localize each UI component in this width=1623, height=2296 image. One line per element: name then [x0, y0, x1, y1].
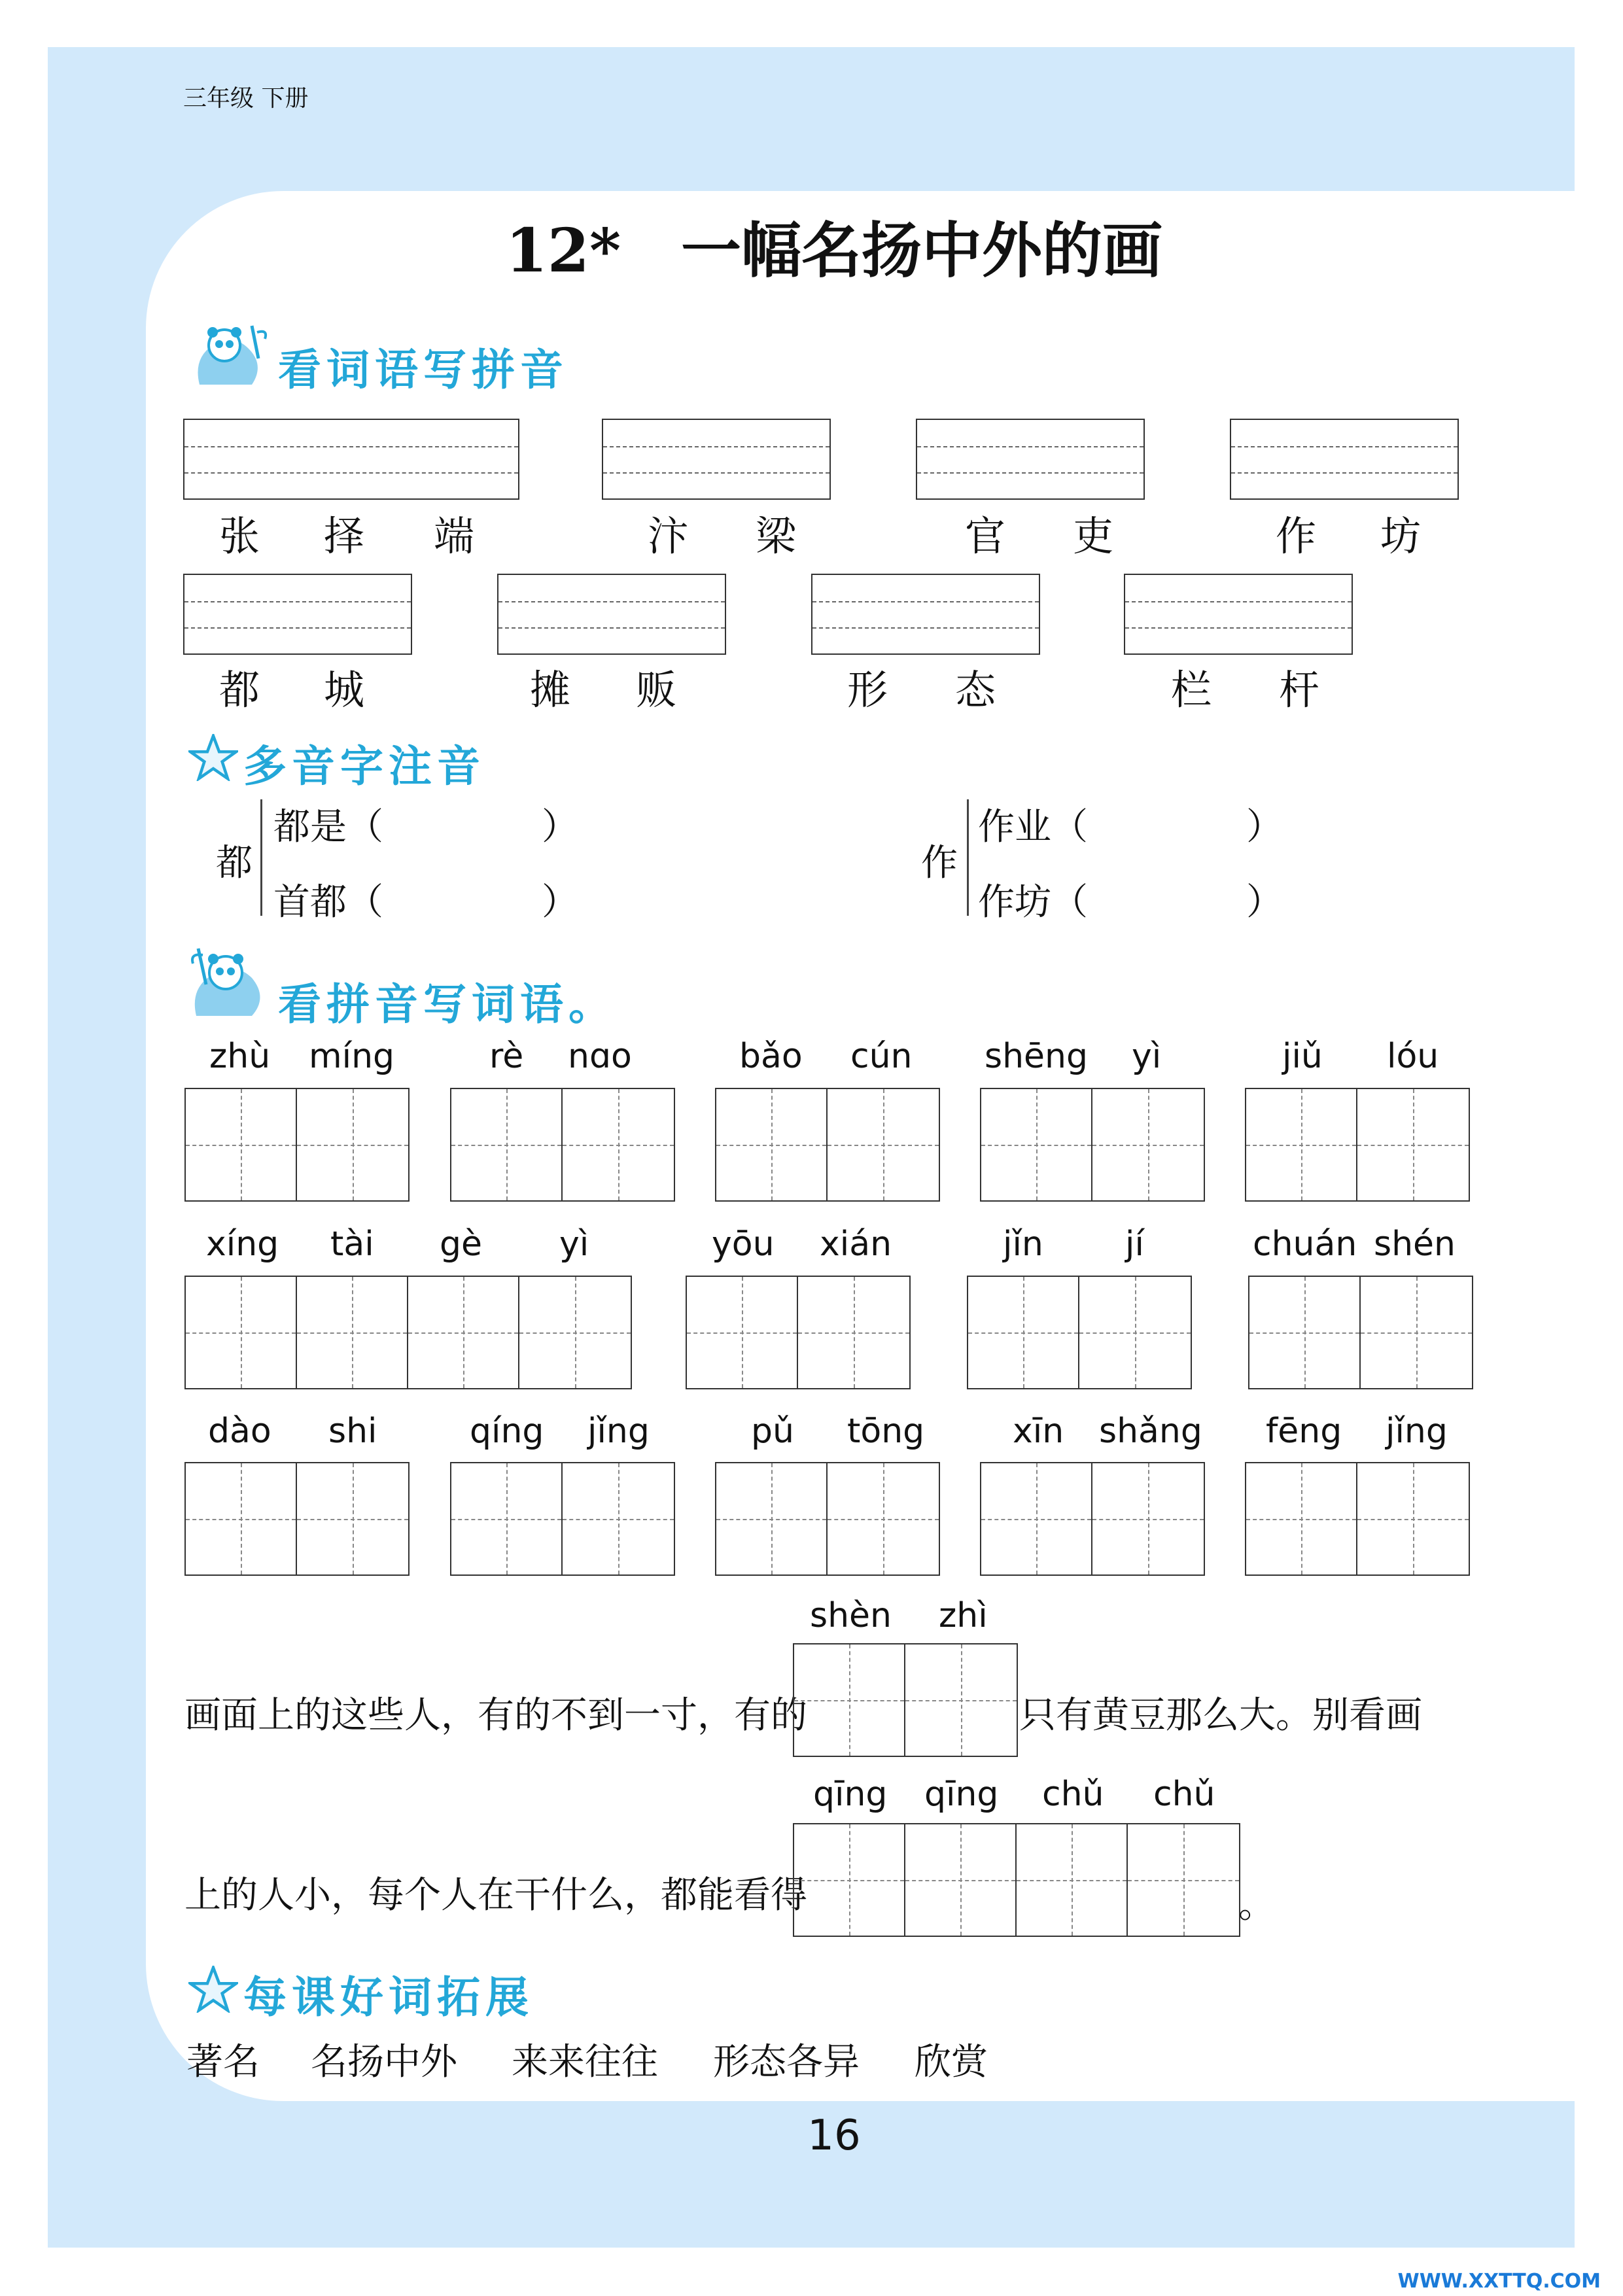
- page-title: 12* 一幅名扬中外的画: [505, 215, 1163, 286]
- writing-grid[interactable]: [715, 1462, 940, 1576]
- word-char: 杆: [1279, 666, 1320, 714]
- pinyin-label: míng: [309, 1037, 395, 1076]
- writing-grid[interactable]: [980, 1088, 1205, 1202]
- pinyin-label: dào: [208, 1412, 271, 1451]
- section-title-4: 每课好词拓展: [243, 1972, 534, 2023]
- pinyin-label: chuán: [1253, 1225, 1357, 1264]
- word-char: 贩: [636, 666, 677, 714]
- word-char: 态: [955, 666, 996, 714]
- writing-grid[interactable]: [1248, 1276, 1473, 1389]
- pinyin-label: shèn: [810, 1596, 892, 1635]
- pinyin-answer-box[interactable]: [183, 419, 519, 500]
- pinyin-label: jǐng: [587, 1412, 650, 1451]
- word-char: 都: [219, 666, 260, 714]
- pinyin-label: tōng: [847, 1412, 925, 1451]
- close-paren: ）: [1246, 881, 1283, 924]
- word-char: 官: [965, 512, 1006, 560]
- section-title-2: 多音字注音: [243, 741, 485, 791]
- pinyin-label: xián: [820, 1225, 892, 1264]
- sentence-text: 只有黄豆那么大。别看画: [1019, 1694, 1422, 1737]
- word-char: 张: [219, 512, 260, 560]
- star-icon: [188, 1966, 238, 2013]
- pinyin-label: shén: [1374, 1225, 1456, 1264]
- section-title-1: 看词语写拼音: [278, 345, 568, 395]
- pinyin-label: jǐng: [1386, 1412, 1448, 1451]
- writing-grid[interactable]: [980, 1462, 1205, 1576]
- pinyin-label: shǎng: [1099, 1412, 1202, 1451]
- good-word: 欣赏: [915, 2041, 988, 2083]
- good-word: 来来往往: [512, 2041, 658, 2083]
- word-char: 栏: [1171, 666, 1212, 714]
- pinyin-label: bǎo: [739, 1037, 803, 1076]
- writing-grid[interactable]: [184, 1088, 410, 1202]
- polyphone-item: 作业（: [978, 806, 1088, 848]
- close-paren: ）: [1246, 806, 1283, 848]
- word-char: 坊: [1380, 512, 1422, 560]
- word-char: 端: [434, 512, 475, 560]
- word-char: 摊: [530, 666, 571, 714]
- sentence-text: 。: [1238, 1884, 1275, 1926]
- polyphone-char: 作: [921, 842, 958, 884]
- pinyin-label: gè: [440, 1225, 482, 1264]
- writing-grid[interactable]: [184, 1276, 632, 1389]
- writing-grid[interactable]: [967, 1276, 1192, 1389]
- pinyin-label: jí: [1125, 1225, 1144, 1264]
- pinyin-label: cún: [850, 1037, 913, 1076]
- good-word: 著名: [186, 2041, 260, 2083]
- pinyin-label: shēng: [985, 1037, 1089, 1076]
- polyphone-item: 都是（: [273, 806, 383, 848]
- pinyin-label: jǐn: [1003, 1225, 1043, 1264]
- word-char: 形: [847, 666, 888, 714]
- grade-label: 三年级 下册: [183, 85, 309, 112]
- pinyin-label: xíng: [206, 1225, 279, 1264]
- word-char: 城: [324, 666, 365, 714]
- polyphone-item: 首都（: [273, 881, 383, 924]
- writing-grid[interactable]: [715, 1088, 940, 1202]
- pinyin-label: chǔ: [1153, 1775, 1215, 1814]
- pinyin-label: rè: [489, 1037, 524, 1076]
- word-char: 择: [324, 512, 365, 560]
- pinyin-label: zhù: [209, 1037, 271, 1076]
- pinyin-label: qíng: [470, 1412, 544, 1451]
- brace: [967, 799, 969, 916]
- pinyin-label: jiǔ: [1282, 1037, 1323, 1076]
- writing-grid[interactable]: [1245, 1088, 1470, 1202]
- pinyin-answer-box[interactable]: [497, 574, 726, 655]
- pinyin-label: chǔ: [1042, 1775, 1104, 1814]
- pinyin-answer-box[interactable]: [811, 574, 1040, 655]
- pinyin-answer-box[interactable]: [183, 574, 412, 655]
- word-char: 吏: [1073, 512, 1114, 560]
- pinyin-label: shi: [328, 1412, 377, 1451]
- pinyin-label: yì: [559, 1225, 589, 1264]
- writing-grid[interactable]: [1245, 1462, 1470, 1576]
- panda-icon: [186, 945, 271, 1020]
- pinyin-label: yōu: [712, 1225, 775, 1264]
- section-title-3: 看拼音写词语。: [278, 979, 617, 1030]
- writing-grid[interactable]: [686, 1276, 911, 1389]
- close-paren: ）: [542, 806, 578, 848]
- polyphone-char: 都: [216, 842, 253, 884]
- sentence-text: 上的人小，每个人在干什么，都能看得: [184, 1874, 807, 1917]
- pinyin-label: zhì: [939, 1596, 988, 1635]
- good-word: 形态各异: [713, 2041, 860, 2083]
- brace: [260, 799, 262, 916]
- pinyin-answer-box[interactable]: [916, 419, 1145, 500]
- word-char: 作: [1276, 512, 1317, 560]
- watermark: WWW.XXTTQ.COM: [1397, 2270, 1601, 2293]
- close-paren: ）: [542, 881, 578, 924]
- pinyin-label: pǔ: [751, 1412, 794, 1451]
- pinyin-label: qīng: [924, 1775, 999, 1814]
- pinyin-label: qīng: [813, 1775, 888, 1814]
- writing-grid[interactable]: [793, 1823, 1240, 1937]
- pinyin-label: fēng: [1266, 1412, 1342, 1451]
- good-word: 名扬中外: [311, 2041, 457, 2083]
- pinyin-label: lóu: [1387, 1037, 1439, 1076]
- pinyin-answer-box[interactable]: [1124, 574, 1353, 655]
- pinyin-answer-box[interactable]: [1230, 419, 1459, 500]
- polyphone-item: 作坊（: [978, 881, 1088, 924]
- writing-grid[interactable]: [793, 1643, 1018, 1757]
- writing-grid[interactable]: [450, 1462, 675, 1576]
- panda-icon: [186, 319, 271, 391]
- pinyin-label: nɑo: [568, 1037, 632, 1076]
- pinyin-label: yì: [1132, 1037, 1162, 1076]
- writing-grid[interactable]: [184, 1462, 410, 1576]
- sentence-text: 画面上的这些人，有的不到一寸，有的: [184, 1694, 807, 1737]
- word-char: 汴: [648, 512, 689, 560]
- pinyin-label: xīn: [1013, 1412, 1064, 1451]
- page-number: 16: [807, 2112, 861, 2160]
- word-char: 梁: [756, 512, 797, 560]
- writing-grid[interactable]: [450, 1088, 675, 1202]
- star-icon: [188, 734, 238, 781]
- pinyin-label: tài: [330, 1225, 374, 1264]
- pinyin-answer-box[interactable]: [602, 419, 831, 500]
